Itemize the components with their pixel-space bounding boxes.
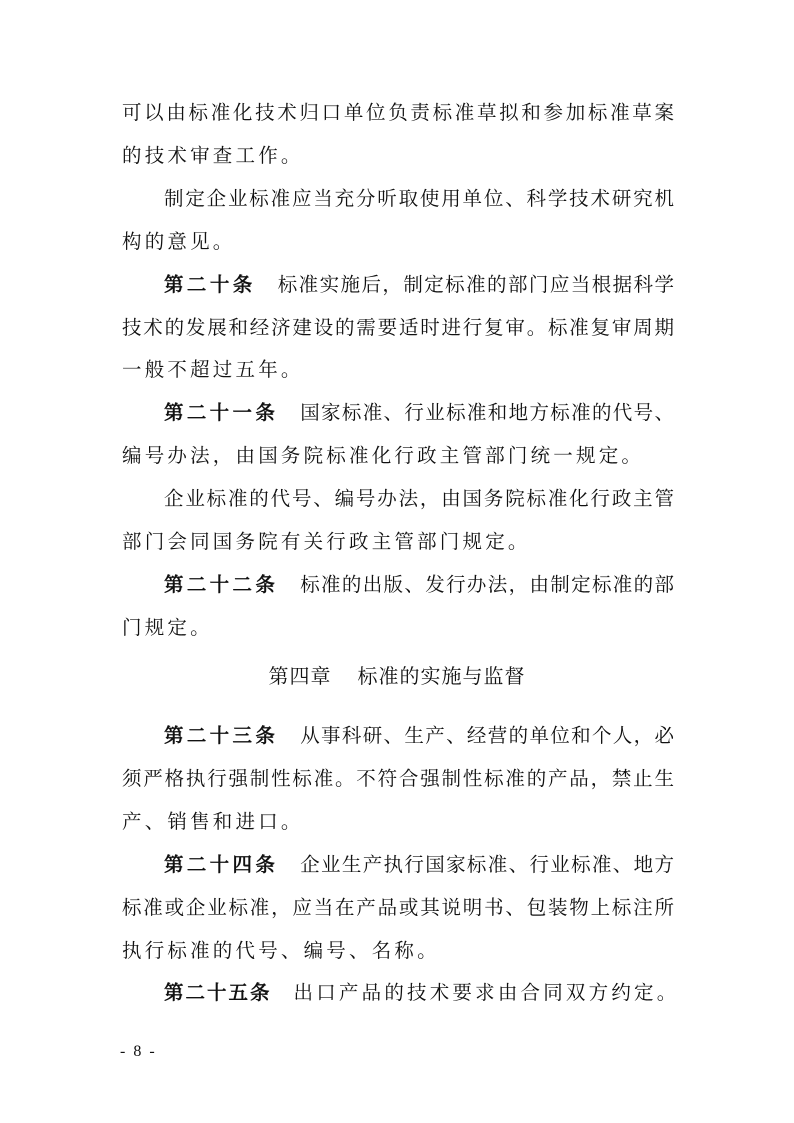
line-text: 编号办法，由国务院标准化行政主管部门统一规定。: [122, 444, 645, 467]
paragraph-line: [164, 186, 674, 212]
chapter-number: 第四章: [268, 664, 332, 688]
paragraph-line: [122, 357, 674, 383]
line-text: 制定企业标准应当充分听取使用单位、科学技术研究机: [164, 187, 674, 210]
paragraph-line: [122, 529, 674, 555]
line-text: 部门会同国务院有关行政主管部门规定。: [122, 530, 531, 553]
article-number: 第二十一条: [164, 401, 279, 424]
article-paragraph-line: [164, 572, 674, 598]
line-text: 须严格执行强制性标准。不符合强制性标准的产品，禁止生: [122, 767, 674, 790]
article-number: 第二十三条: [164, 724, 279, 747]
paragraph-line: [164, 486, 674, 512]
line-text: 标准或企业标准，应当在产品或其说明书、包装物上标注所: [122, 896, 674, 919]
paragraph-line: [122, 443, 674, 469]
line-text: 标准实施后，制定标准的部门应当根据科学: [277, 273, 674, 296]
article-number: 第二十条: [164, 273, 256, 296]
line-text: 标准的出版、发行办法，由制定标准的部: [300, 573, 674, 596]
line-text: 产、销售和进口。: [122, 810, 304, 833]
article-paragraph-line: [164, 980, 680, 1006]
article-number: 第二十二条: [164, 573, 279, 596]
line-text: 一般不超过五年。: [122, 358, 304, 381]
paragraph-line: [122, 143, 674, 169]
line-text: 国家标准、行业标准和地方标准的代号、: [300, 401, 674, 424]
paragraph-line: [122, 315, 674, 341]
article-paragraph-line: [164, 723, 674, 749]
line-text: 企业生产执行国家标准、行业标准、地方: [300, 853, 674, 876]
article-paragraph-line: [164, 400, 674, 426]
article-number: 第二十五条: [164, 981, 272, 1004]
paragraph-line: [122, 229, 674, 255]
chapter-title: 标准的实施与监督: [357, 664, 526, 688]
article-paragraph-line: [164, 272, 674, 298]
line-text: 技术的发展和经济建设的需要适时进行复审。标准复审周期: [122, 316, 674, 339]
paragraph-line: [122, 100, 674, 126]
line-text: 构的意见。: [122, 230, 236, 253]
line-text: 企业标准的代号、编号办法，由国务院标准化行政主管: [164, 487, 674, 510]
paragraph-line: [122, 615, 674, 641]
page-number: - 8 -: [120, 1043, 157, 1060]
chapter-heading: [0, 663, 794, 689]
article-paragraph-line: [164, 852, 674, 878]
paragraph-line: [122, 895, 674, 921]
paragraph-line: [122, 766, 674, 792]
paragraph-line: [122, 809, 674, 835]
line-text: 可以由标准化技术归口单位负责标准草拟和参加标准草案: [122, 101, 674, 124]
paragraph-line: [122, 938, 674, 964]
line-text: 的技术审查工作。: [122, 144, 304, 167]
article-number: 第二十四条: [164, 853, 279, 876]
line-text: 从事科研、生产、经营的单位和个人，必: [300, 724, 674, 747]
line-text: 执行标准的代号、编号、名称。: [122, 939, 440, 962]
line-text: 出口产品的技术要求由合同双方约定。: [293, 981, 680, 1004]
line-text: 门规定。: [122, 616, 213, 639]
